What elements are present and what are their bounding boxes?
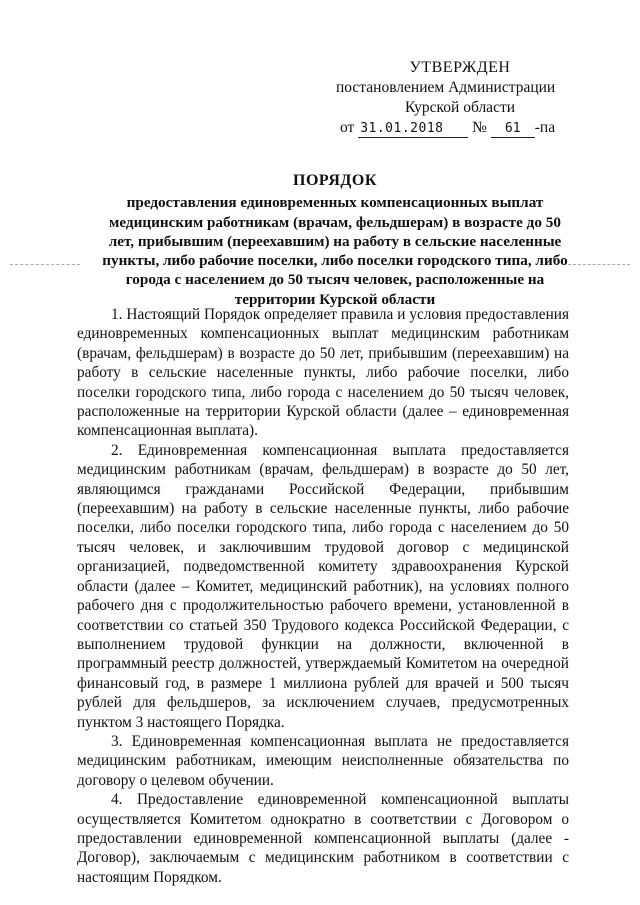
paragraph-1: 1. Настоящий Порядок определяет правила и условия предоставления единовременных компенсационных выплат медицинским работникам (врачам, фельдшерам) в возрасте до 50 лет, прибывшим (переехавшим) на работу в сельские населенные пункты, либо рабочие поселки, либо поселки городского типа, либо города с населением до 50 тысяч человек, расположенные на территории Курской области (далее – единовременная компенсационная выплата). bbox=[77, 306, 569, 440]
scan-artifact-right bbox=[568, 264, 630, 265]
paragraph-4: 4. Предоставление единовременной компенсационной выплаты осуществляется Комитетом однократно в соответствии с Договором о предоставлении единовременной компенсационной выплаты (далее - Договор), заключаемым с медицинским работником в соответствии с настоящим Порядком. bbox=[77, 791, 569, 886]
paragraph-2: 2. Единовременная компенсационная выплата предоставляется медицинским работникам (врачам, фельдшерам) в возрасте до 50 лет, являющимся гражданами Российской Федерации, прибывшим (переехавшим) на работу в сельские населенные пункты, либо рабочие поселки, либо поселки городского типа, либо города с населением до 50 тысяч человек, и заключившим трудовой договор с медицинской организацией, подведомственной комитету здравоохранения Курской области (далее – Комитет, медицинский работник), на условиях полного рабочего дня с продолжительностью рабочего времени, установленной в соответствии со статьей 350 Трудового кодекса Российской Федерации, с выполнением трудовой функции на должности, включенной в программный реестр должностей, утверждаемый Комитетом на очередной финансовый год, в размере 1 миллиона рублей для врачей и 500 тысяч рублей для фельдшеров, за исключением случаев, предусмотренных пунктом 3 настоящего Порядка. bbox=[77, 441, 569, 731]
paragraph-3: 3. Единовременная компенсационная выплата не предоставляется медицинским работникам, имеющим неисполненные обязательства по договору о целевом обучении. bbox=[77, 732, 569, 789]
approval-number: 61 bbox=[491, 121, 535, 138]
approval-date-line bbox=[330, 118, 590, 138]
number-prefix: № bbox=[472, 119, 487, 136]
document-heading bbox=[95, 171, 575, 309]
approval-heading: УТВЕРЖДЕН bbox=[409, 59, 511, 76]
number-suffix: -па bbox=[534, 119, 556, 136]
approval-block bbox=[330, 58, 590, 138]
approval-authority: постановлением Администрации bbox=[336, 79, 556, 96]
scan-artifact-left bbox=[10, 264, 80, 265]
document-body bbox=[77, 305, 569, 887]
approval-date: 31.01.2018 bbox=[358, 121, 468, 138]
document-subtitle: предоставления единовременных компенсационных выплат медицинским работникам (врачам, фельдшерам) в возрасте до 50 лет, прибывшим (переехавшим) на работу в сельские населенные пункты, либо рабочие поселки, либо поселки городского типа, либо города с населением до 50 тысяч человек, расположенные на территории Курской области bbox=[102, 194, 568, 308]
approval-region: Курской области bbox=[404, 99, 516, 116]
date-prefix: от bbox=[340, 119, 355, 136]
document-title: ПОРЯДОК bbox=[293, 172, 377, 189]
